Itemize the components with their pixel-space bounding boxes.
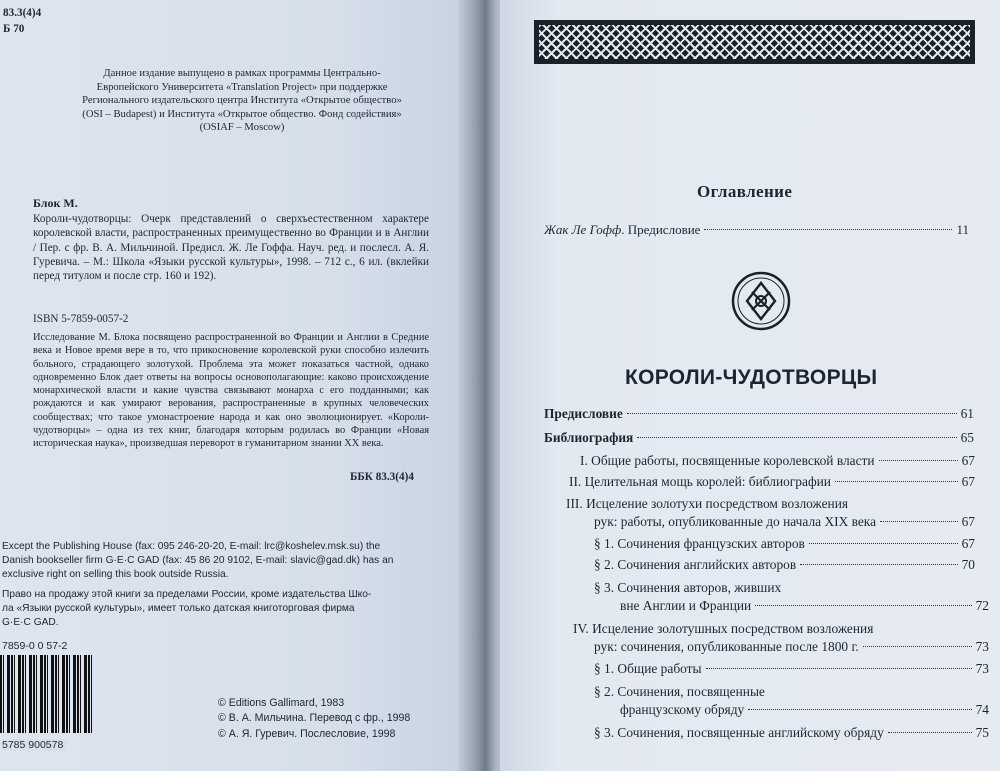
ornament-band [534, 20, 975, 64]
toc-entry: IV. Исцеление золотушных посредством возложения [573, 621, 874, 636]
barcode-isbn: 7859-0 0 57-2 [2, 640, 68, 652]
toc-entry: французскому обряду 74 [620, 702, 989, 717]
celtic-knot-emblem [731, 271, 791, 331]
bibliographic-description: Короли-чудотворцы: Очерк представлений о сверхъестественном характере королевской власти, распространенных преимущественно во Франции и в Англии / Пер. с фр. В. А. Мильчиной. Предисл. Ж. Ле Гоффа. Науч. ред. и послесл. А. Я. Гуревича. – М.: Школа «Языки русской культуры», 1998. – 712 с., 6 ил. (вклейки перед титулом и после стр. 160 и 192). [33, 213, 429, 283]
barcode [0, 655, 95, 733]
isbn: ISBN 5-7859-0057-2 [33, 313, 129, 325]
english-rights-notice: Except the Publishing House (fax: 095 246-20-20, E-mail: lrc@koshelev.msk.su) the Danish bookseller firm G·E·C GAD (fax: 45 86 20 9102, E-mail: slavic@gad.dk) has an exclusive right on selling this book outside Russia. [2, 541, 394, 580]
edition-note: Данное издание выпущено в рамках программы Центрально-Европейского Университета «Translation Project» при поддержке Регионального издательского центра Института «Открытое общество» (OSI – Budapest) и Института «Открытое общество. Фонд содействия» (OSIAF – Moscow) [82, 68, 402, 134]
toc-entry: I. Общие работы, посвященные королевской власти 67 [580, 453, 975, 468]
copyright-block: © Editions Gallimard, 1983 © В. А. Мильчина. Перевод с фр., 1998 © А. Я. Гуревич. Послесловие, 1998 [218, 697, 411, 740]
classification-code: 83.3(4)4 [3, 7, 42, 19]
toc-entry: II. Целительная мощь королей: библиографии 67 [569, 474, 975, 489]
toc-entry: III. Исцеление золотухи посредством возложения [566, 496, 849, 511]
bbk-code: ББК 83.3(4)4 [350, 471, 414, 483]
left-page [0, 0, 470, 771]
toc-entry: § 3. Сочинения авторов, живших [594, 580, 782, 595]
toc-entry: вне Англии и Франции 72 [620, 598, 989, 613]
toc-entry: § 3. Сочинения, посвященные английскому обряду 75 [594, 725, 989, 740]
toc-entry: § 1. Сочинения французских авторов 67 [594, 536, 975, 551]
toc-entry: рук: работы, опубликованные до начала XIX века 67 [594, 514, 975, 529]
right-page [500, 0, 1000, 771]
contents-title: Оглавление [697, 182, 793, 201]
toc-entry-bibliography: Библиография 65 [544, 430, 974, 445]
toc-entry-preface: Предисловие 61 [544, 406, 974, 421]
toc-entry: § 2. Сочинения, посвященные [594, 684, 765, 699]
barcode-number: 5785 900578 [2, 739, 67, 751]
toc-entry: § 1. Общие работы 73 [594, 661, 989, 676]
book-title: КОРОЛИ-ЧУДОТВОРЦЫ [625, 366, 878, 389]
preface-entry: Жак Ле Гофф. Предисловие 11 [544, 222, 969, 237]
toc-entry: рук: сочинения, опубликованные после 1800 г. 73 [594, 639, 989, 654]
author-mark: Б 70 [3, 23, 25, 35]
author-name: Блок М. [33, 196, 78, 210]
toc-entry: § 2. Сочинения английских авторов 70 [594, 557, 975, 572]
russian-rights-notice: Право на продажу этой книги за пределами России, кроме издательства Шко- ла «Языки русской культуры», имеет только датская книготорговая фирма G·E·C GAD. [2, 589, 372, 628]
annotation: Исследование М. Блока посвящено распространенной во Франции и Англии в Средние века и Новое время вере в то, что прикосновение королевской руки способно излечить больного, страдающего золотухой. Проблема эта может показаться частной, однако одновременно Блок дает ответы на вопросы основополагающие: каково происхождение монархической власти и какие чувства связывают монарха с его подданными; как рождаются и как умирают верования, распространенные в крупных человеческих сообществах; что такое умонастроение народа и как оно эволюционирует. «Короли-чудотворцы» – одна из тех книг, благодаря которым родилась во Франции «Новая историческая наука», произведшая переворот в гуманитарном знании XX века. [33, 332, 429, 450]
